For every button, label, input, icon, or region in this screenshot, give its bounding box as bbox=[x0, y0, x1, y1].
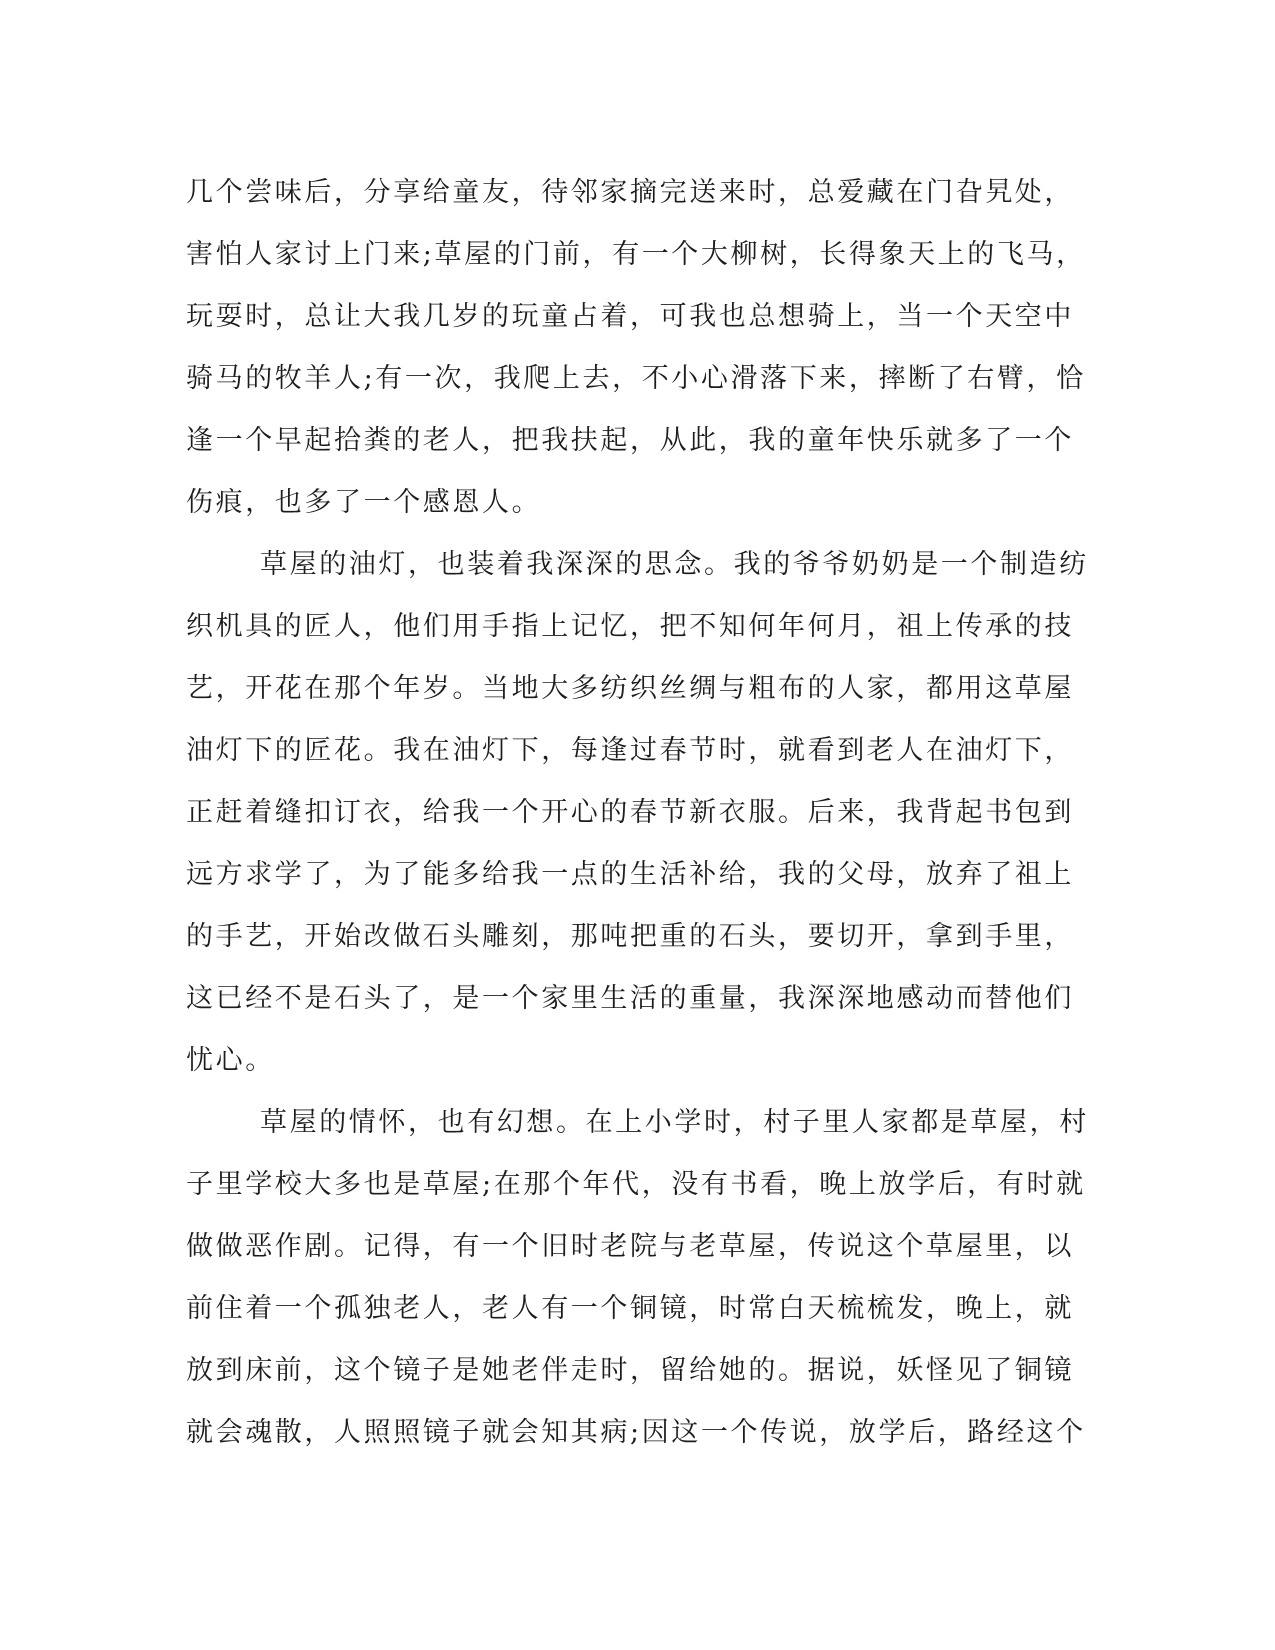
text-line: 远方求学了，为了能多给我一点的生活补给，我的父母，放弃了祖上 bbox=[186, 859, 1074, 890]
paragraph-2 bbox=[186, 534, 1089, 1092]
text-line: 忧心。 bbox=[186, 1045, 275, 1076]
text-line: 骑马的牧羊人;有一次，我爬上去，不小心滑落下来，摔断了右臂，恰 bbox=[186, 363, 1086, 394]
text-line: 的手艺，开始改做石头雕刻，那吨把重的石头，要切开，拿到手里， bbox=[186, 921, 1074, 952]
text-line: 玩耍时，总让大我几岁的玩童占着，可我也总想骑上，当一个天空中 bbox=[186, 301, 1074, 332]
text-line: 就会魂散，人照照镜子就会知其病;因这一个传说，放学后，路经这个 bbox=[186, 1417, 1086, 1448]
text-line: 艺，开花在那个年岁。当地大多纺织丝绸与粗布的人家，都用这草屋 bbox=[186, 673, 1074, 704]
body-text bbox=[186, 162, 1089, 1464]
text-line: 子里学校大多也是草屋;在那个年代，没有书看，晚上放学后，有时就 bbox=[186, 1169, 1086, 1200]
paragraph-3 bbox=[186, 1092, 1089, 1464]
text-line: 草屋的情怀，也有幻想。在上小学时，村子里人家都是草屋，村 bbox=[260, 1107, 1089, 1138]
paragraph-1 bbox=[186, 162, 1086, 534]
text-line: 害怕人家讨上门来;草屋的门前，有一个大柳树，长得象天上的飞马， bbox=[186, 239, 1086, 270]
text-line: 前住着一个孤独老人，老人有一个铜镜，时常白天梳梳发，晚上，就 bbox=[186, 1293, 1074, 1324]
text-line: 放到床前，这个镜子是她老伴走时，留给她的。据说，妖怪见了铜镜 bbox=[186, 1355, 1074, 1386]
text-line: 油灯下的匠花。我在油灯下，每逢过春节时，就看到老人在油灯下， bbox=[186, 735, 1074, 766]
text-line: 几个尝味后，分享给童友，待邻家摘完送来时，总爱藏在门旮旯处， bbox=[186, 177, 1074, 208]
text-line: 这已经不是石头了，是一个家里生活的重量，我深深地感动而替他们 bbox=[186, 983, 1074, 1014]
text-line: 织机具的匠人，他们用手指上记忆，把不知何年何月，祖上传承的技 bbox=[186, 611, 1074, 642]
text-line: 正赶着缝扣订衣，给我一个开心的春节新衣服。后来，我背起书包到 bbox=[186, 797, 1074, 828]
text-line: 做做恶作剧。记得，有一个旧时老院与老草屋，传说这个草屋里，以 bbox=[186, 1231, 1074, 1262]
text-line: 伤痕，也多了一个感恩人。 bbox=[186, 487, 542, 518]
text-line: 草屋的油灯，也装着我深深的思念。我的爷爷奶奶是一个制造纺 bbox=[260, 549, 1089, 580]
text-line: 逢一个早起拾粪的老人，把我扶起，从此，我的童年快乐就多了一个 bbox=[186, 425, 1074, 456]
